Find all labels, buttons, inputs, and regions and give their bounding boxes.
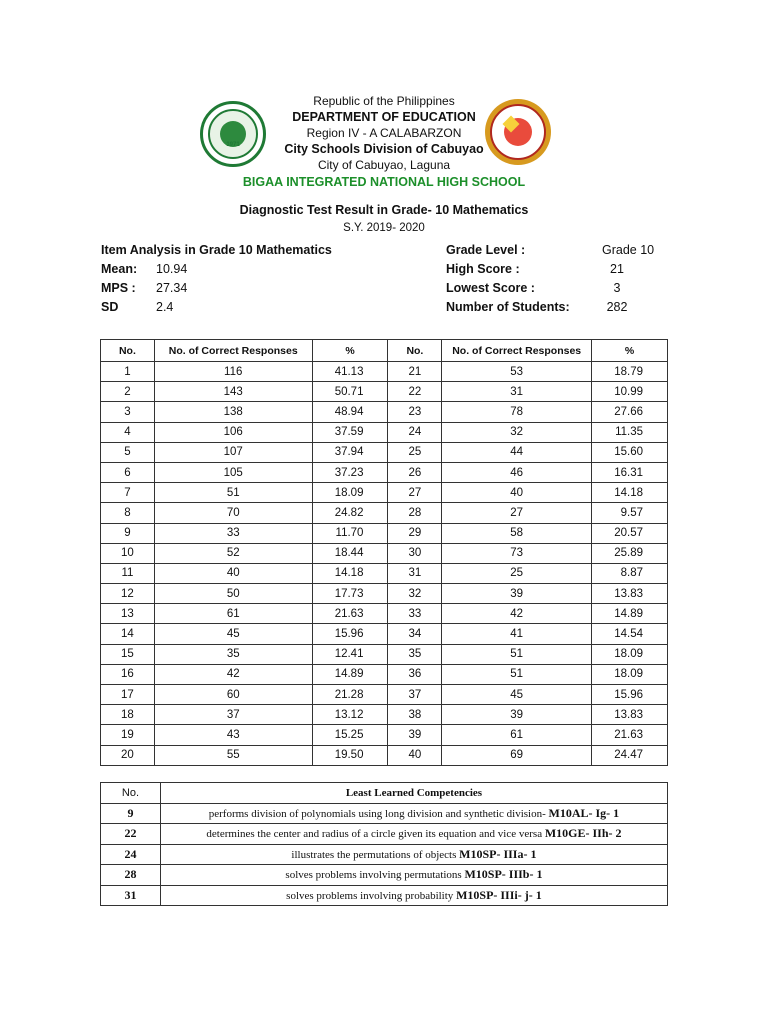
table-row [101, 844, 668, 865]
table-cell: 45 [154, 624, 312, 644]
table-cell: 18.79 [592, 362, 668, 382]
table-cell: 51 [154, 483, 312, 503]
table-cell: 31 [442, 382, 592, 402]
table-cell: 51 [442, 664, 592, 684]
high-score-label: High Score : [446, 262, 520, 276]
table-cell: 15.96 [592, 685, 668, 705]
table-cell: 7 [101, 483, 155, 503]
table-cell: 15 [101, 644, 155, 664]
table-cell: 13.83 [592, 584, 668, 604]
department-line: DEPARTMENT OF EDUCATION [292, 110, 476, 124]
seal-year: 1971 [226, 142, 240, 148]
column-header: Least Learned Competencies [160, 783, 667, 804]
table-cell: 4 [101, 422, 155, 442]
table-cell: 50.71 [312, 382, 388, 402]
column-header: No. [101, 783, 161, 804]
table-cell: 33 [154, 523, 312, 543]
table-cell: 61 [154, 604, 312, 624]
table-row [101, 803, 668, 824]
table-row [101, 745, 668, 765]
table-row [101, 483, 668, 503]
mps-label: MPS : [101, 281, 136, 295]
table-cell: 40 [442, 483, 592, 503]
table-cell: 14.89 [592, 604, 668, 624]
mean-value: 10.94 [156, 262, 188, 276]
table-cell: 1 [101, 362, 155, 382]
table-cell: 58 [442, 523, 592, 543]
table-header-row [101, 340, 668, 362]
table-cell: 3 [101, 402, 155, 422]
table-cell: 143 [154, 382, 312, 402]
table-cell: 35 [154, 644, 312, 664]
table-cell: 9 [101, 523, 155, 543]
summary-row [101, 281, 667, 300]
table-cell: 32 [442, 422, 592, 442]
table-cell: 10.99 [592, 382, 668, 402]
summary-heading: Item Analysis in Grade 10 Mathematics [101, 243, 332, 257]
competency-text: solves problems involving probability [286, 889, 454, 902]
table-cell: 38 [388, 705, 442, 725]
table-row [101, 644, 668, 664]
table-cell: 78 [442, 402, 592, 422]
table-cell: 33 [388, 604, 442, 624]
table-row [101, 382, 668, 402]
table-cell: 21.63 [312, 604, 388, 624]
table-row [101, 503, 668, 523]
table-cell: 52 [154, 543, 312, 563]
table-cell: 37.23 [312, 462, 388, 482]
table-row [101, 442, 668, 462]
competency-cell [160, 824, 667, 845]
table-row [101, 584, 668, 604]
table-cell: 50 [154, 584, 312, 604]
table-cell: 20 [101, 745, 155, 765]
summary-row [101, 243, 667, 262]
column-header: % [592, 340, 668, 362]
table-cell: 53 [442, 362, 592, 382]
competency-text: determines the center and radius of a circle given its equation and vice versa [206, 828, 543, 841]
sd-value: 2.4 [156, 300, 174, 314]
table-cell: 36 [388, 664, 442, 684]
table-row [101, 362, 668, 382]
lowest-score-label: Lowest Score : [446, 281, 535, 295]
table-cell: 116 [154, 362, 312, 382]
table-cell: 13.12 [312, 705, 388, 725]
table-cell: 27.66 [592, 402, 668, 422]
table-row [101, 664, 668, 684]
table-cell: 22 [388, 382, 442, 402]
table-cell: 10 [101, 543, 155, 563]
table-cell: 25 [388, 442, 442, 462]
column-header: No. [101, 340, 155, 362]
sd-label: SD [101, 300, 119, 314]
table-cell: 18.09 [592, 664, 668, 684]
table-cell: 61 [442, 725, 592, 745]
table-cell: 18.44 [312, 543, 388, 563]
table-cell: 27 [442, 503, 592, 523]
table-cell: 16.31 [592, 462, 668, 482]
competency-code: M10SP- IIIi- j- 1 [456, 887, 542, 902]
lowest-score-value: 3 [613, 281, 621, 295]
table-cell: 37.59 [312, 422, 388, 442]
competency-number: 22 [101, 824, 161, 845]
table-cell: 44 [442, 442, 592, 462]
table-cell: 105 [154, 462, 312, 482]
table-cell: 37 [388, 685, 442, 705]
table-cell: 46 [442, 462, 592, 482]
table-cell: 31 [388, 563, 442, 583]
students-label: Number of Students: [446, 300, 570, 314]
table-cell: 40 [388, 745, 442, 765]
table-header-row [101, 783, 668, 804]
table-cell: 13 [101, 604, 155, 624]
table-cell: 45 [442, 685, 592, 705]
table-cell: 9.57 [592, 503, 668, 523]
school-year: S.Y. 2019- 2020 [343, 222, 425, 234]
table-cell: 106 [154, 422, 312, 442]
table-cell: 70 [154, 503, 312, 523]
competency-text: solves problems involving permutations [285, 869, 462, 882]
table-cell: 51 [442, 644, 592, 664]
table-cell: 13.83 [592, 705, 668, 725]
table-cell: 23 [388, 402, 442, 422]
document-header [0, 93, 768, 236]
table-cell: 19.50 [312, 745, 388, 765]
competency-code: M10GE- IIh- 2 [544, 826, 622, 841]
table-cell: 11.70 [312, 523, 388, 543]
table-cell: 24.47 [592, 745, 668, 765]
city-line: City of Cabuyao, Laguna [317, 158, 451, 172]
table-cell: 11.35 [592, 422, 668, 442]
table-cell: 21 [388, 362, 442, 382]
table-cell: 12.41 [312, 644, 388, 664]
competency-code: M10SP- IIIa- 1 [459, 846, 537, 861]
table-cell: 29 [388, 523, 442, 543]
table-cell: 5 [101, 442, 155, 462]
table-cell: 6 [101, 462, 155, 482]
table-cell: 14.18 [592, 483, 668, 503]
summary-row [101, 262, 667, 281]
table-cell: 28 [388, 503, 442, 523]
table-cell: 26 [388, 462, 442, 482]
table-row [101, 402, 668, 422]
table-cell: 30 [388, 543, 442, 563]
table-cell: 35 [388, 644, 442, 664]
competency-number: 24 [101, 844, 161, 865]
competency-code: M10AL- Ig- 1 [548, 805, 620, 820]
column-header: No. [388, 340, 442, 362]
mps-value: 27.34 [156, 281, 188, 295]
table-cell: 17 [101, 685, 155, 705]
table-cell: 43 [154, 725, 312, 745]
grade-level-value: Grade 10 [602, 243, 655, 257]
table-cell: 18.09 [592, 644, 668, 664]
school-name: BIGAA INTEGRATED NATIONAL HIGH SCHOOL [242, 175, 526, 189]
table-cell: 14.54 [592, 624, 668, 644]
division-line: City Schools Division of Cabuyao [284, 142, 484, 156]
table-cell: 37.94 [312, 442, 388, 462]
republic-line: Republic of the Philippines [313, 94, 455, 108]
item-analysis-table [100, 339, 668, 766]
table-cell: 40 [154, 563, 312, 583]
table-cell: 15.25 [312, 725, 388, 745]
competency-number: 9 [101, 803, 161, 824]
table-cell: 21.28 [312, 685, 388, 705]
table-cell: 24.82 [312, 503, 388, 523]
mean-label: Mean: [101, 262, 138, 276]
table-cell: 14 [101, 624, 155, 644]
table-row [101, 422, 668, 442]
table-cell: 25.89 [592, 543, 668, 563]
table-cell: 8.87 [592, 563, 668, 583]
table-row [101, 865, 668, 886]
table-row [101, 523, 668, 543]
table-row [101, 705, 668, 725]
table-cell: 42 [442, 604, 592, 624]
table-cell: 55 [154, 745, 312, 765]
table-cell: 16 [101, 664, 155, 684]
table-cell: 2 [101, 382, 155, 402]
competency-cell [160, 844, 667, 865]
table-cell: 32 [388, 584, 442, 604]
table-cell: 39 [442, 584, 592, 604]
competency-number: 31 [101, 885, 161, 906]
table-cell: 39 [388, 725, 442, 745]
table-cell: 69 [442, 745, 592, 765]
column-header: % [312, 340, 388, 362]
table-row [101, 604, 668, 624]
table-cell: 37 [154, 705, 312, 725]
table-cell: 73 [442, 543, 592, 563]
table-row [101, 685, 668, 705]
table-cell: 60 [154, 685, 312, 705]
table-cell: 27 [388, 483, 442, 503]
table-cell: 24 [388, 422, 442, 442]
table-cell: 41 [442, 624, 592, 644]
least-learned-competencies-table [100, 782, 668, 906]
competency-cell [160, 865, 667, 886]
table-cell: 15.96 [312, 624, 388, 644]
table-row [101, 563, 668, 583]
table-cell: 41.13 [312, 362, 388, 382]
table-cell: 34 [388, 624, 442, 644]
table-cell: 25 [442, 563, 592, 583]
table-row [101, 725, 668, 745]
competency-text: illustrates the permutations of objects [291, 848, 457, 861]
competency-text: performs division of polynomials using long division and synthetic division- [208, 807, 546, 820]
table-cell: 8 [101, 503, 155, 523]
grade-level-label: Grade Level : [446, 243, 526, 257]
table-row [101, 462, 668, 482]
table-cell: 11 [101, 563, 155, 583]
table-cell: 18.09 [312, 483, 388, 503]
column-header: No. of Correct Responses [442, 340, 592, 362]
table-cell: 48.94 [312, 402, 388, 422]
table-row [101, 624, 668, 644]
table-cell: 14.18 [312, 563, 388, 583]
competency-number: 28 [101, 865, 161, 886]
competency-code: M10SP- IIIb- 1 [464, 867, 543, 882]
table-cell: 138 [154, 402, 312, 422]
table-cell: 21.63 [592, 725, 668, 745]
table-cell: 42 [154, 664, 312, 684]
students-value: 282 [606, 300, 628, 314]
competency-cell [160, 885, 667, 906]
document-title: Diagnostic Test Result in Grade- 10 Mathematics [239, 203, 529, 217]
table-row [101, 824, 668, 845]
table-cell: 19 [101, 725, 155, 745]
table-cell: 14.89 [312, 664, 388, 684]
item-analysis-body [101, 362, 668, 766]
table-cell: 18 [101, 705, 155, 725]
table-cell: 107 [154, 442, 312, 462]
table-cell: 20.57 [592, 523, 668, 543]
table-row [101, 543, 668, 563]
table-cell: 15.60 [592, 442, 668, 462]
competency-cell [160, 803, 667, 824]
table-row [101, 885, 668, 906]
table-cell: 39 [442, 705, 592, 725]
summary-row [101, 300, 667, 319]
column-header: No. of Correct Responses [154, 340, 312, 362]
high-score-value: 21 [610, 262, 624, 276]
table-cell: 12 [101, 584, 155, 604]
table-cell: 17.73 [312, 584, 388, 604]
region-line: Region IV - A CALABARZON [306, 126, 462, 140]
competencies-body [101, 803, 668, 906]
